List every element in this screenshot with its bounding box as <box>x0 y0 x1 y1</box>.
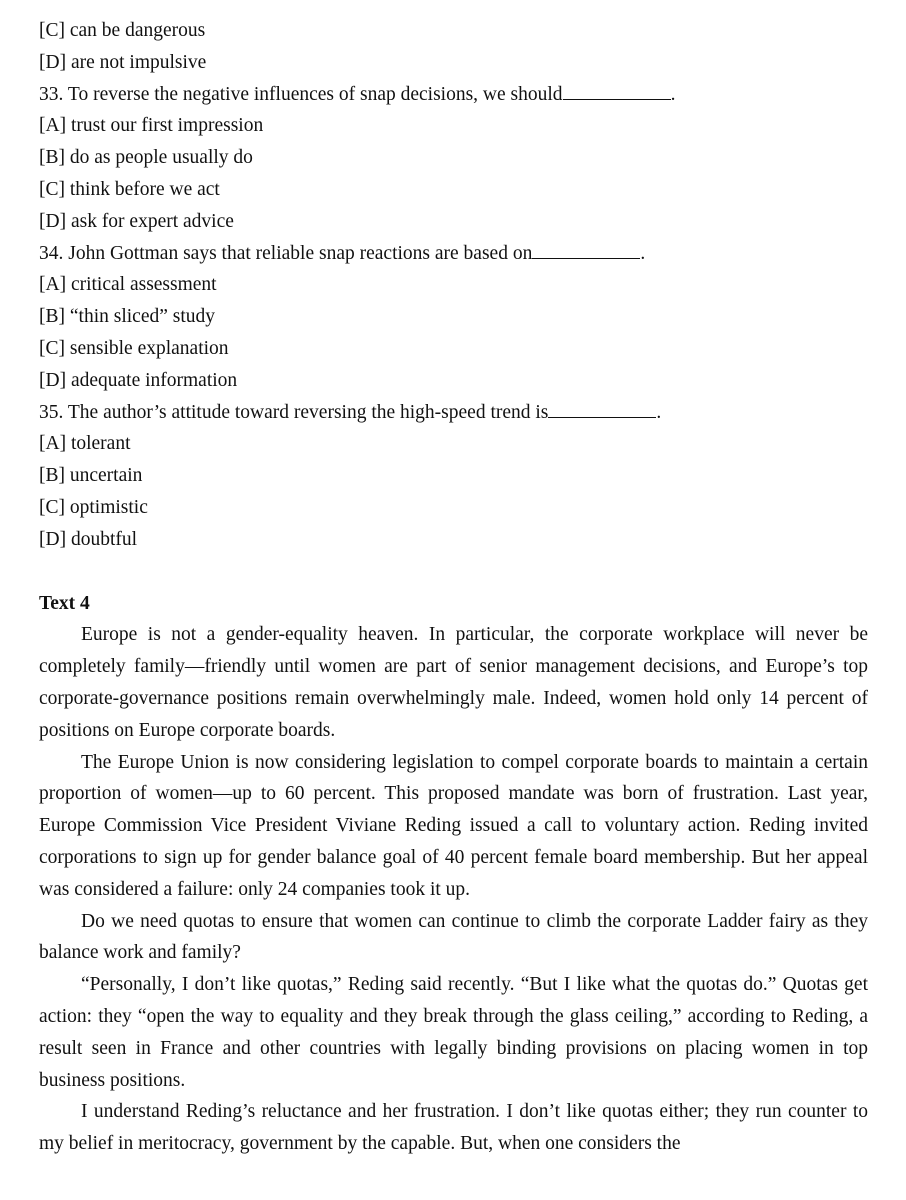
option-35b: [B] uncertain <box>39 465 143 487</box>
answer-blank-34 <box>532 240 640 259</box>
question-34 <box>39 238 868 270</box>
option-34d: [D] adequate information <box>39 369 238 391</box>
text4-heading: Text 4 <box>39 592 90 614</box>
option-32d: [D] are not impulsive <box>39 51 207 73</box>
question-34-stem: 34. John Gottman says that reliable snap reactions are based on <box>39 242 533 264</box>
text4-paragraph-5: I understand Reding’s reluctance and her frustration. I don’t like quotas either; they run counter to my belief in meritocracy, government by the capable. But, when one considers the <box>39 1101 868 1155</box>
question-35-stem: 35. The author’s attitude toward reversing the high-speed trend is <box>39 401 549 423</box>
option-34a: [A] critical assessment <box>39 274 217 296</box>
question-34-end: . <box>640 242 646 264</box>
option-33d: [D] ask for expert advice <box>39 210 234 232</box>
section-spacer <box>39 556 868 588</box>
question-33 <box>39 79 868 111</box>
option-34c: [C] sensible explanation <box>39 337 229 359</box>
option-35d: [D] doubtful <box>39 528 138 550</box>
option-34b: [B] “thin sliced” study <box>39 306 216 328</box>
question-35-end: . <box>656 401 662 423</box>
text4-paragraph-1: Europe is not a gender-equality heaven. In particular, the corporate workplace will never be completely family—friendly until women are part of senior management decisions, and Europe’s top corporate-governance positions remain overwhelmingly male. Indeed, women hold only 14 percent of positions on Europe corporate boards. <box>39 624 868 741</box>
question-35 <box>39 397 868 429</box>
option-33b: [B] do as people usually do <box>39 147 253 169</box>
text4-paragraph-2: The Europe Union is now considering legislation to compel corporate boards to maintain a certain proportion of women—up to 60 percent. This proposed mandate was born of frustration. Last year, Europe Commission Vice President Viviane Reding issued a call to voluntary action. Reding invited corporations to sign up for gender balance goal of 40 percent female board membership. But her appeal was considered a failure: only 24 companies took it up. <box>39 751 868 900</box>
option-33a: [A] trust our first impression <box>39 115 264 137</box>
question-33-end: . <box>670 83 676 105</box>
option-32c: [C] can be dangerous <box>39 20 206 41</box>
option-35a: [A] tolerant <box>39 433 131 455</box>
answer-blank-33 <box>563 81 671 100</box>
text4-paragraph-4: “Personally, I don’t like quotas,” Reding said recently. “But I like what the quotas do.” Quotas get action: they “open the way to equality and they break through the glass ceiling,” according to Reding, a result seen in France and other countries with legally binding provisions on placing women in top business positions. <box>39 974 868 1091</box>
answer-blank-35 <box>548 399 656 418</box>
text4-paragraph-3: Do we need quotas to ensure that women can continue to climb the corporate Ladder fairy as they balance work and family? <box>39 910 868 964</box>
question-33-stem: 33. To reverse the negative influences of snap decisions, we should <box>39 83 563 105</box>
option-33c: [C] think before we act <box>39 178 220 200</box>
option-35c: [C] optimistic <box>39 496 148 518</box>
